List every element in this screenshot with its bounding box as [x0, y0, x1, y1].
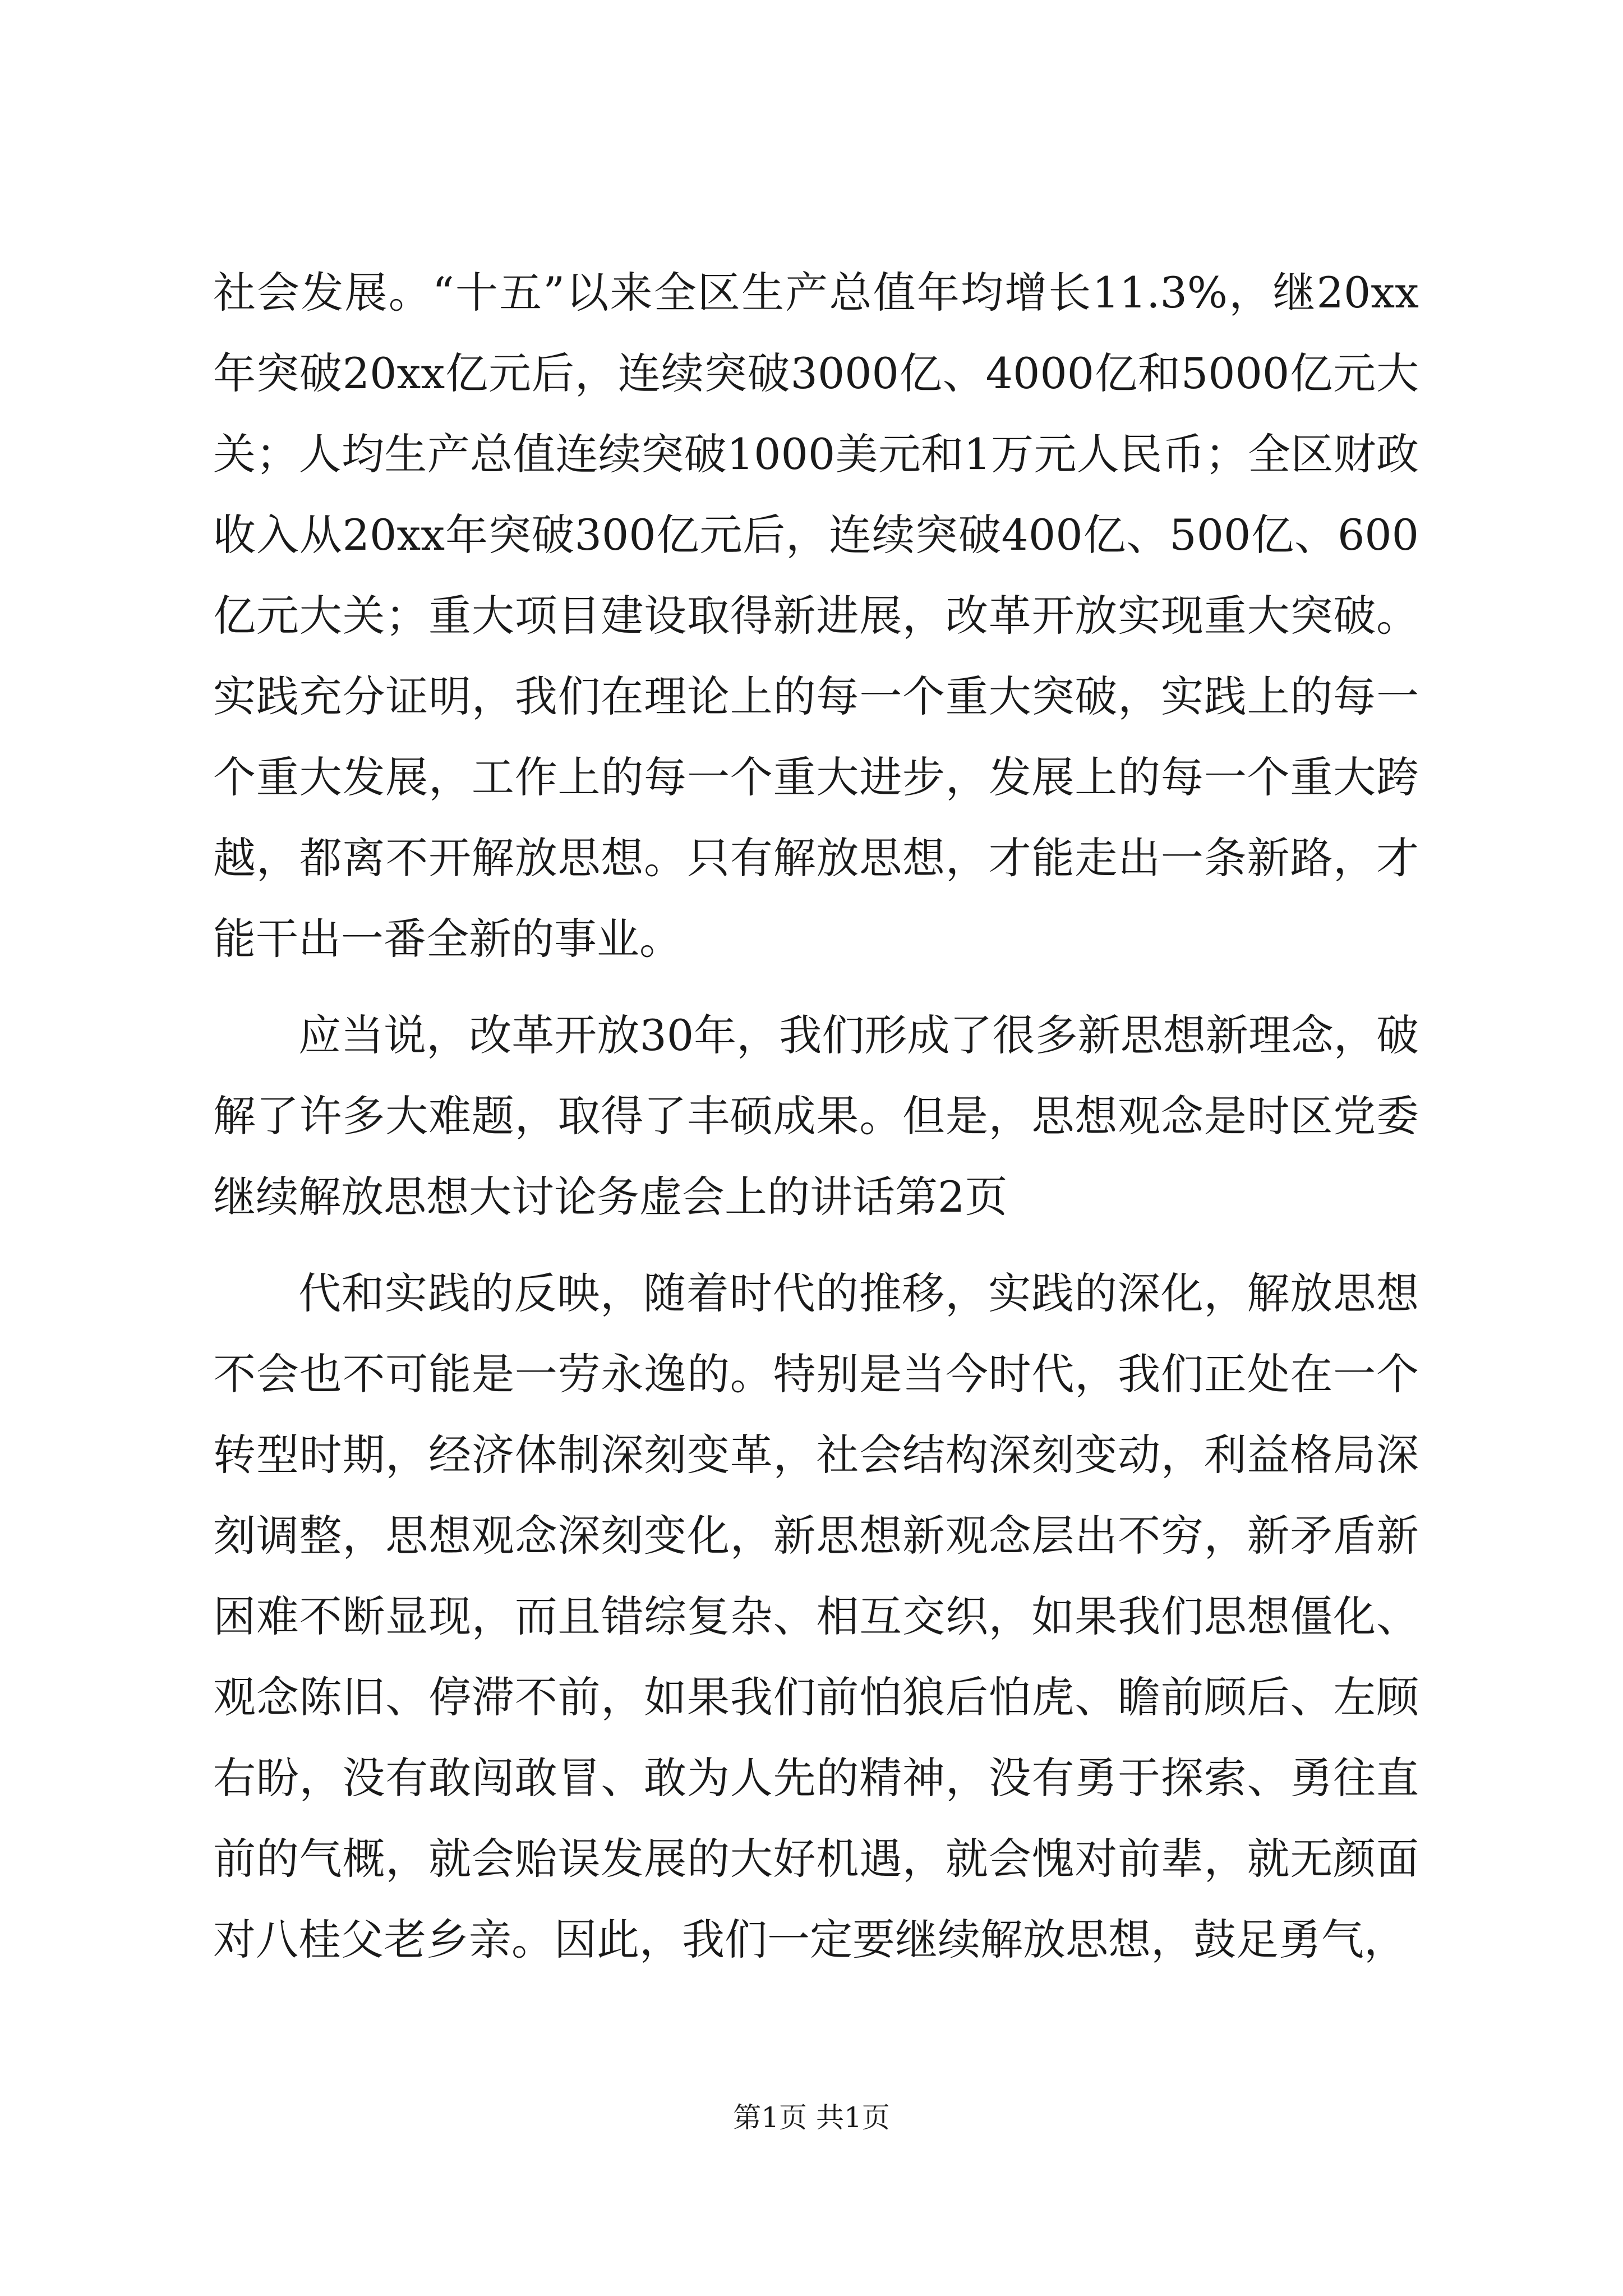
- paragraph-2: 应当说，改革开放30年，我们形成了很多新思想新理念，破解了许多大难题，取得了丰硕成果。但是，思想观念是时区党委继续解放思想大讨论务虚会上的讲话第2页: [213, 1010, 1419, 1222]
- document-body: [213, 252, 1419, 1980]
- page-footer: 第1页 共1页: [733, 2101, 890, 2134]
- paragraph-3: 代和实践的反映，随着时代的推移，实践的深化，解放思想不会也不可能是一劳永逸的。特别是当今时代，我们正处在一个转型时期，经济体制深刻变革，社会结构深刻变动，利益格局深刻调整，思想观念深刻变化，新思想新观念层出不穷，新矛盾新困难不断显现，而且错综复杂、相互交织，如果我们思想僵化、观念陈旧、停滞不前，如果我们前怕狼后怕虎、瞻前顾后、左顾右盼，没有敢闯敢冒、敢为人先的精神，没有勇于探索、勇往直前的气概，就会贻误发展的大好机遇，就会愧对前辈，就无颜面对八桂父老乡亲。因此，我们一定要继续解放思想，鼓足勇气，: [213, 1268, 1419, 1964]
- paragraph-1: 社会发展。“十五”以来全区生产总值年均增长11.3%，继20xx年突破20xx亿元后，连续突破3000亿、4000亿和5000亿元大关；人均生产总值连续突破1000美元和1万元人民币；全区财政收入从20xx年突破300亿元后，连续突破400亿、500亿、600亿元大关；重大项目建设取得新进展，改革开放实现重大突破。实践充分证明，我们在理论上的每一个重大突破，实践上的每一个重大发展，工作上的每一个重大进步，发展上的每一个重大跨越，都离不开解放思想。只有解放思想，才能走出一条新路，才能干出一番全新的事业。: [213, 268, 1419, 964]
